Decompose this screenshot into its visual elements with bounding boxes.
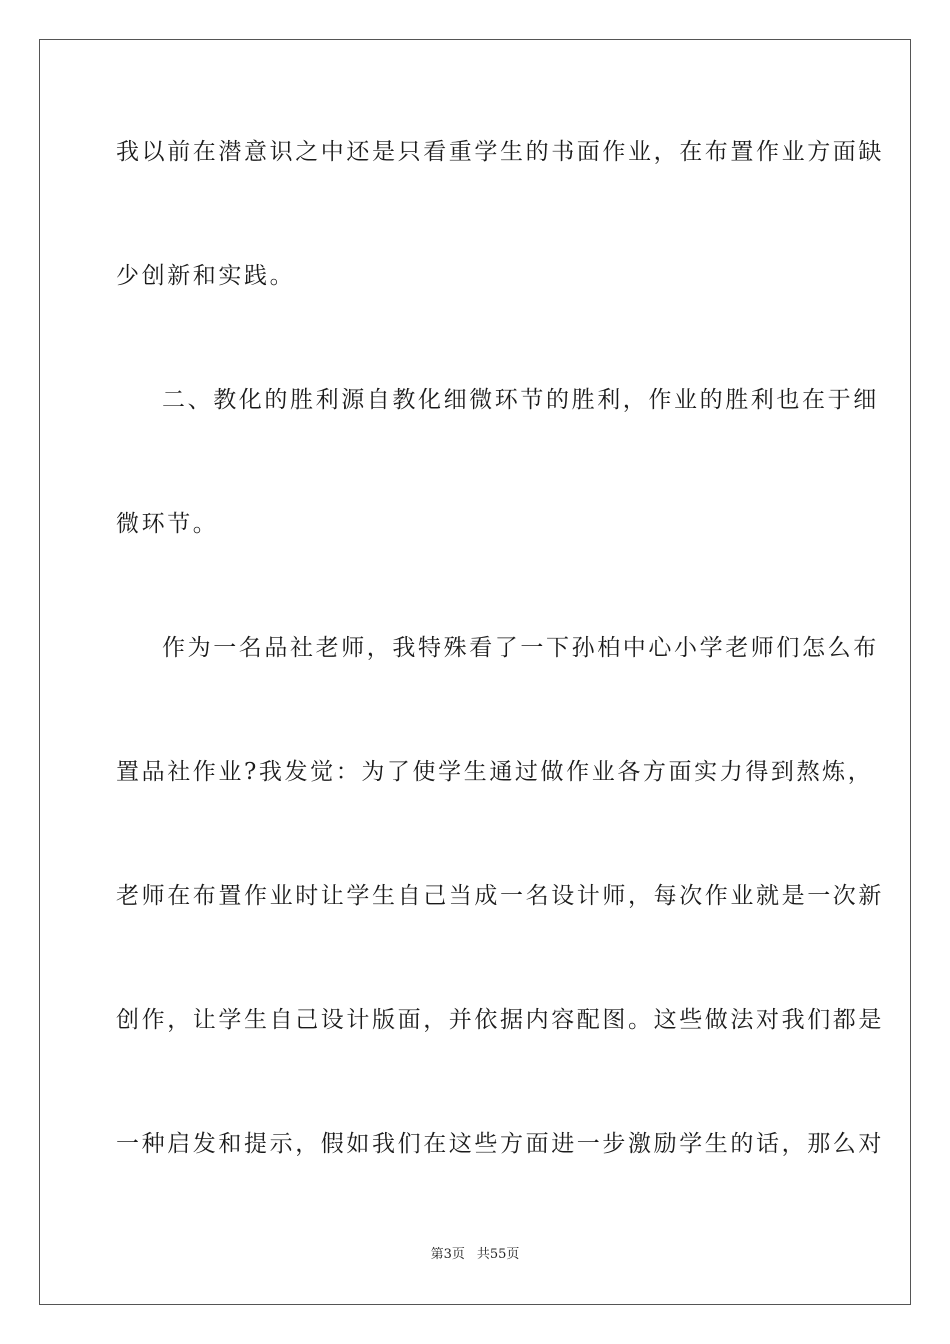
body-text-line: 少创新和实践。 xyxy=(116,263,296,289)
body-text-line: 创作，让学生自己设计版面，并依据内容配图。这些做法对我们都是 xyxy=(116,1007,884,1033)
page-border xyxy=(39,39,911,1305)
paragraph-start-line: 二、教化的胜利源自教化细微环节的胜利，作业的胜利也在于细 xyxy=(162,387,879,413)
body-text-line: 置品社作业?我发觉：为了使学生通过做作业各方面实力得到熬炼， xyxy=(116,759,874,785)
body-text-line: 我以前在潜意识之中还是只看重学生的书面作业，在布置作业方面缺 xyxy=(116,139,884,165)
paragraph-start-line: 作为一名品社老师，我特殊看了一下孙柏中心小学老师们怎么布 xyxy=(162,635,879,661)
body-text-line: 老师在布置作业时让学生自己当成一名设计师，每次作业就是一次新 xyxy=(116,883,884,909)
total-pages: 共55页 xyxy=(476,1247,520,1262)
body-text-line: 一种启发和提示，假如我们在这些方面进一步激励学生的话，那么对 xyxy=(116,1131,884,1157)
body-text-line: 微环节。 xyxy=(116,511,219,537)
page-number: 第3页 xyxy=(430,1247,465,1262)
page-footer xyxy=(0,1246,950,1264)
